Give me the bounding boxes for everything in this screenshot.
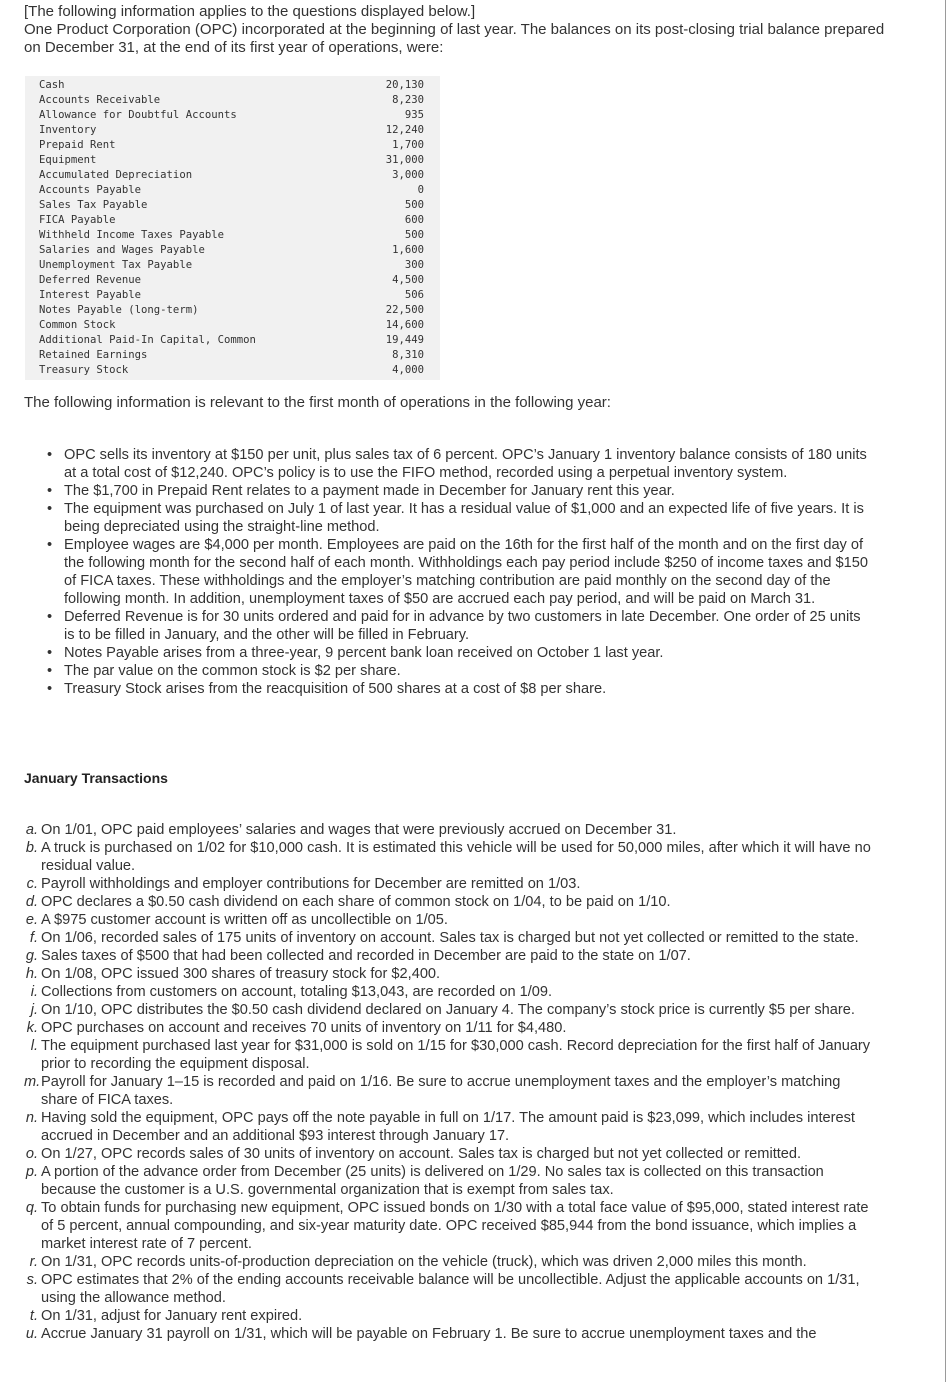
transaction-letter: q. (25, 1200, 38, 1216)
assumption-item: • Notes Payable arises from a three-year, 9 percent bank loan received on October 1 last year. (40, 644, 872, 662)
trial-balance-row (25, 288, 440, 303)
account-name: Allowance for Doubtful Accounts (39, 109, 237, 121)
assumption-item: • Employee wages are $4,000 per month. Employees are paid on the 16th for the first half of the month and on the first day of the following month for the second half of each month. Withholdings each pay period include $250 of income taxes and $150 of FICA taxes. These withholdings and the employer’s matching contribution are paid monthly on the second day of the following month. In addition, unemployment taxes of $50 are accrued each pay period, and will be paid on March 31. (40, 536, 872, 608)
account-balance: 0 (417, 184, 424, 196)
account-balance: 19,449 (385, 334, 424, 346)
trial-balance-row (25, 138, 440, 153)
transaction-text: On 1/01, OPC paid employees’ salaries and wages that were previously accrued on December 31. (41, 822, 677, 838)
transaction-text: On 1/31, OPC records units-of-production depreciation on the vehicle (truck), which was driven 2,000 miles this month. (41, 1254, 807, 1270)
transaction-text: Payroll for January 1–15 is recorded and paid on 1/16. Be sure to accrue unemployment taxes and the employer’s matching share of FICA taxes. (41, 1074, 841, 1108)
transaction-text: On 1/06, recorded sales of 175 units of inventory on account. Sales tax is charged but not yet collected or remitted to the state. (41, 930, 859, 946)
transaction-item (24, 1163, 880, 1199)
transaction-item (24, 1019, 880, 1037)
transaction-item (24, 1307, 880, 1325)
assumptions-list (40, 446, 872, 698)
account-name: Accumulated Depreciation (39, 169, 193, 181)
account-name: Additional Paid-In Capital, Common (39, 334, 256, 346)
account-balance: 3,000 (392, 169, 424, 181)
assumption-item: • The equipment was purchased on July 1 of last year. It has a residual value of $1,000 and an expected life of five years. It is being depreciated using the straight-line method. (40, 500, 872, 536)
transaction-item (24, 1037, 880, 1073)
account-name: Equipment (39, 154, 97, 166)
trial-balance-row (25, 168, 440, 183)
transaction-letter: c. (26, 876, 38, 892)
transaction-letter: k. (26, 1020, 38, 1036)
account-balance: 14,600 (385, 319, 424, 331)
transaction-letter: d. (25, 894, 38, 910)
trial-balance-row (25, 213, 440, 228)
account-balance: 20,130 (385, 79, 424, 91)
transaction-text: Sales taxes of $500 that had been collected and recorded in December are paid to the state on 1/07. (41, 948, 691, 964)
transaction-letter: n. (25, 1110, 38, 1126)
transaction-item (24, 893, 880, 911)
account-balance: 500 (404, 199, 424, 211)
transaction-item (24, 1073, 880, 1109)
transaction-text: OPC purchases on account and receives 70 units of inventory on 1/11 for $4,480. (41, 1020, 567, 1036)
account-name: Common Stock (39, 319, 116, 331)
transaction-letter: m. (24, 1074, 41, 1090)
trial-balance-row (25, 108, 440, 123)
account-balance: 500 (404, 229, 424, 241)
transaction-letter: a. (25, 822, 38, 838)
account-balance: 4,500 (392, 274, 424, 286)
assumption-item: • Treasury Stock arises from the reacquisition of 500 shares at a cost of $8 per share. (40, 680, 872, 698)
account-name: Accounts Receivable (39, 94, 161, 106)
transaction-text: A truck is purchased on 1/02 for $10,000 cash. It is estimated this vehicle will be used for 50,000 miles, after which it will have no residual value. (41, 840, 871, 874)
trial-balance-row (25, 273, 440, 288)
transaction-letter: f. (29, 930, 38, 946)
transaction-item (24, 911, 880, 929)
account-name: Accounts Payable (39, 184, 142, 196)
transaction-text: To obtain funds for purchasing new equipment, OPC issued bonds on 1/30 with a total face value of $95,000, stated interest rate of 5 percent, annual compounding, and six-year maturity date. OPC received $85,944 from the bond issuance, which implies a market interest rate of 7 percent. (41, 1200, 869, 1252)
transaction-text: A portion of the advance order from December (25 units) is delivered on 1/29. No sales tax is collected on this transaction because the customer is a U.S. governmental organization that is exempt from sales tax. (41, 1164, 824, 1198)
trial-balance-table (25, 76, 440, 380)
intro (24, 3, 904, 57)
transaction-letter: r. (29, 1254, 38, 1270)
assumption-item: • The par value on the common stock is $2 per share. (40, 662, 872, 680)
transaction-text: Accrue January 31 payroll on 1/31, which will be payable on February 1. Be sure to accrue unemployment taxes and the (41, 1326, 817, 1342)
intro-description: One Product Corporation (OPC) incorporated at the beginning of last year. The balances on its post-closing trial balance prepared on December 31, at the end of its first year of operations, were: (24, 21, 885, 56)
account-name: Prepaid Rent (39, 139, 116, 151)
account-name: Cash (39, 79, 65, 91)
transaction-text: A $975 customer account is written off as uncollectible on 1/05. (41, 912, 448, 928)
transaction-item (24, 1199, 880, 1253)
account-balance: 8,230 (392, 94, 424, 106)
transaction-text: Collections from customers on account, totaling $13,043, are recorded on 1/09. (41, 984, 553, 1000)
trial-balance-row (25, 78, 440, 93)
account-balance: 22,500 (385, 304, 424, 316)
transaction-item (24, 983, 880, 1001)
account-name: Deferred Revenue (39, 274, 142, 286)
transaction-text: OPC declares a $0.50 cash dividend on each share of common stock on 1/04, to be paid on 1/10. (41, 894, 671, 910)
transaction-item (24, 1253, 880, 1271)
transaction-letter: g. (25, 948, 38, 964)
trial-balance-row (25, 258, 440, 273)
transactions-heading: January Transactions (24, 770, 168, 786)
account-balance: 4,000 (392, 364, 424, 376)
trial-balance-row (25, 93, 440, 108)
transaction-item (24, 1145, 880, 1163)
transaction-item (24, 1001, 880, 1019)
assumption-item: • Deferred Revenue is for 30 units ordered and paid for in advance by two customers in late December. One order of 25 units is to be filled in January, and the other will be filled in February. (40, 608, 872, 644)
trial-balance-row (25, 228, 440, 243)
assumption-item: • OPC sells its inventory at $150 per unit, plus sales tax of 6 percent. OPC’s January 1 inventory balance consists of 180 units at a total cost of $12,240. OPC’s policy is to use the FIFO method, recorded using a perpetual inventory system. (40, 446, 872, 482)
trial-balance-row (25, 243, 440, 258)
transaction-letter: i. (30, 984, 38, 1000)
transaction-item (24, 929, 880, 947)
account-balance: 31,000 (385, 154, 424, 166)
transactions-list (24, 821, 880, 1343)
transaction-text: The equipment purchased last year for $31,000 is sold on 1/15 for $30,000 cash. Record depreciation for the first half of January prior to recording the equipment disposal. (41, 1038, 871, 1072)
transaction-letter: t. (29, 1308, 38, 1324)
account-balance: 8,310 (392, 349, 424, 361)
relevant-info-text: The following information is relevant to the first month of operations in the following year: (24, 394, 611, 411)
transaction-text: On 1/10, OPC distributes the $0.50 cash dividend declared on January 4. The company’s stock price is currently $5 per share. (41, 1002, 855, 1018)
transaction-item (24, 875, 880, 893)
transaction-letter: l. (30, 1038, 38, 1054)
transaction-letter: j. (30, 1002, 38, 1018)
account-balance: 12,240 (385, 124, 424, 136)
trial-balance-row (25, 123, 440, 138)
account-name: Inventory (39, 124, 97, 136)
transaction-item (24, 1109, 880, 1145)
transaction-text: Payroll withholdings and employer contributions for December are remitted on 1/03. (41, 876, 581, 892)
transaction-text: Having sold the equipment, OPC pays off the note payable in full on 1/17. The amount paid is $23,099, which includes interest accrued in December and an additional $93 interest through January 17. (41, 1110, 855, 1144)
account-balance: 600 (404, 214, 424, 226)
transaction-text: On 1/27, OPC records sales of 30 units of inventory on account. Sales tax is charged but not yet collected or remitted. (41, 1146, 802, 1162)
trial-balance-row (25, 183, 440, 198)
transaction-text: On 1/08, OPC issued 300 shares of treasury stock for $2,400. (41, 966, 441, 982)
transaction-item (24, 1271, 880, 1307)
trial-balance-row (25, 198, 440, 213)
transaction-letter: p. (25, 1164, 38, 1180)
account-balance: 1,600 (392, 244, 424, 256)
trial-balance-row (25, 348, 440, 363)
transaction-letter: e. (25, 912, 38, 928)
transaction-text: OPC estimates that 2% of the ending accounts receivable balance will be uncollectible. Adjust the applicable accounts on 1/31, using the allowance method. (41, 1272, 860, 1306)
account-name: Sales Tax Payable (39, 199, 148, 211)
account-name: Notes Payable (long-term) (39, 304, 199, 316)
transaction-item (24, 839, 880, 875)
bracket-note: [The following information applies to the questions displayed below.] (24, 3, 476, 20)
account-name: FICA Payable (39, 214, 116, 226)
transaction-letter: o. (25, 1146, 38, 1162)
transaction-item (24, 965, 880, 983)
account-name: Salaries and Wages Payable (39, 244, 205, 256)
account-name: Interest Payable (39, 289, 142, 301)
transaction-text: On 1/31, adjust for January rent expired. (41, 1308, 303, 1324)
account-balance: 935 (404, 109, 424, 121)
account-balance: 506 (404, 289, 424, 301)
trial-balance-row (25, 303, 440, 318)
transaction-letter: u. (25, 1326, 38, 1342)
account-name: Retained Earnings (39, 349, 148, 361)
assumption-item: • The $1,700 in Prepaid Rent relates to a payment made in December for January rent this year. (40, 482, 872, 500)
transaction-letter: s. (26, 1272, 38, 1288)
transaction-letter: b. (25, 840, 38, 856)
account-name: Withheld Income Taxes Payable (39, 229, 224, 241)
transaction-item (24, 1325, 880, 1343)
trial-balance-row (25, 333, 440, 348)
transaction-item (24, 947, 880, 965)
trial-balance-row (25, 153, 440, 168)
transaction-item (24, 821, 880, 839)
account-balance: 300 (404, 259, 424, 271)
trial-balance-row (25, 318, 440, 333)
account-name: Treasury Stock (39, 364, 129, 376)
account-name: Unemployment Tax Payable (39, 259, 193, 271)
transaction-letter: h. (25, 966, 38, 982)
trial-balance-row (25, 363, 440, 378)
account-balance: 1,700 (392, 139, 424, 151)
